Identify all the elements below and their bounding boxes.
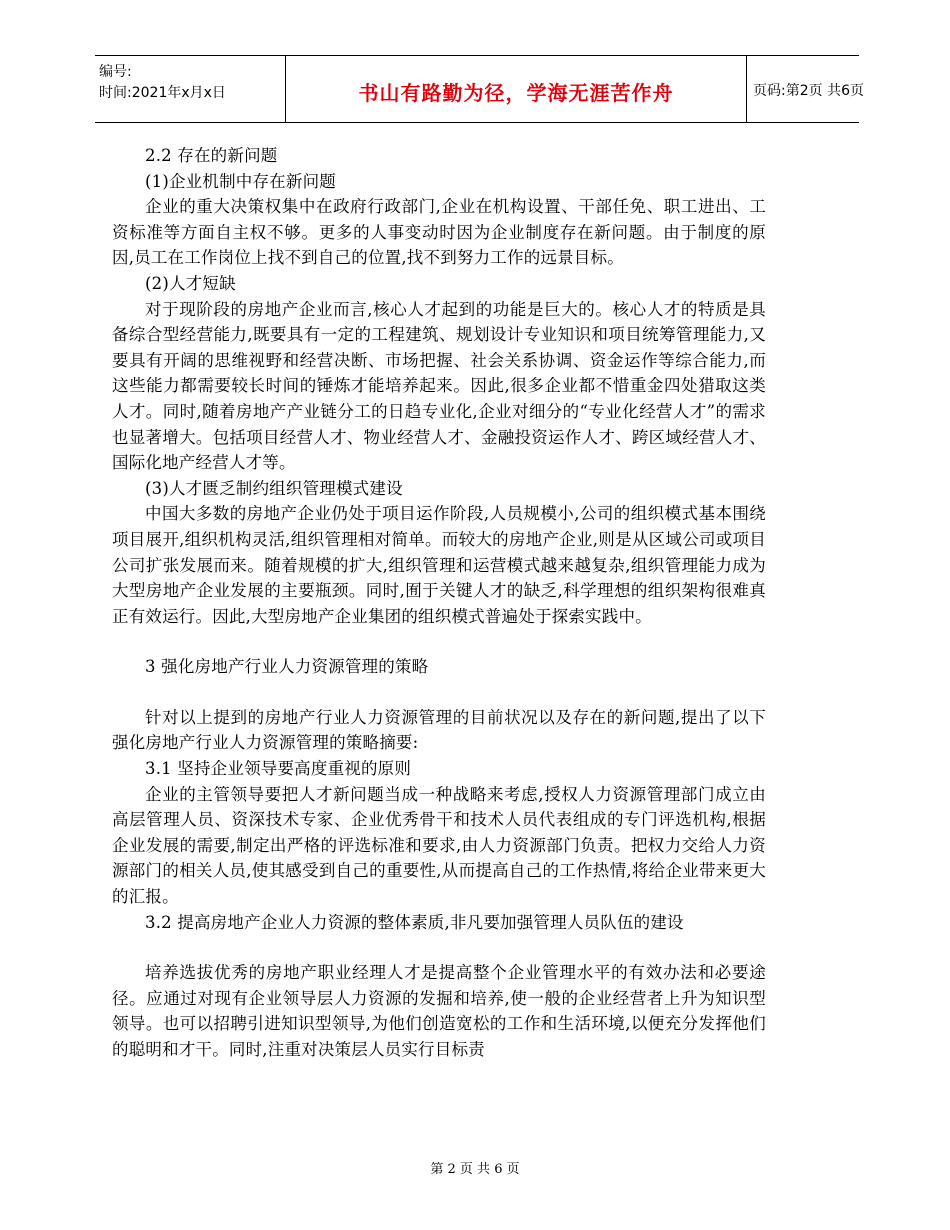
- body-paragraph: 中国大多数的房地产企业仍处于项目运作阶段,人员规模小,公司的组织模式基本围绕项目展开,组织机构灵活,组织管理相对简单。而较大的房地产企业,则是从区域公司或项目公司扩张发展而来。随着规模的扩大,组织管理和运营模式越来越复杂,组织管理能力成为大型房地产企业发展的主要瓶颈。同时,囿于关键人才的缺乏,科学理想的组织架构很难真正有效运行。因此,大型房地产企业集团的组织模式普遍处于探索实践中。: [112, 504, 766, 626]
- header-page-cell: [745, 56, 864, 122]
- document-number-label: 编号:: [99, 64, 132, 80]
- section-heading: (2)人才短缺: [145, 273, 236, 293]
- header-page-info: 页码:第2页 共6页: [753, 83, 864, 99]
- body-paragraph: 培养选拔优秀的房地产职业经理人才是提高整个企业管理水平的有效办法和必要途径。应通过对现有企业领导层人力资源的发掘和培养,使一般的企业经营者上升为知识型领导。也可以招聘引进知识型领导,为他们创造宽松的工作和生活环境,以便充分发挥他们的聪明和才干。同时,注重对决策层人员实行目标责: [112, 963, 766, 1059]
- paragraph-gap: [112, 629, 766, 654]
- body-paragraph: 针对以上提到的房地产行业人力资源管理的目前状况以及存在的新问题,提出了以下强化房地产行业人力资源管理的策略摘要:: [112, 707, 766, 753]
- section-heading: (3)人才匮乏制约组织管理模式建设: [145, 478, 403, 498]
- header-motto: 书山有路勤为径，学海无涯苦作舟: [358, 81, 674, 105]
- page-footer: 第 2 页 共 6 页: [430, 1162, 520, 1177]
- paragraph-gap: [112, 680, 766, 705]
- body-paragraph: 企业的重大决策权集中在政府行政部门,企业在机构设置、干部任免、职工进出、工资标准等方面自主权不够。更多的人事变动时因为企业制度存在新问题。由于制度的原因,员工在工作岗位上找不到自己的位置,找不到努力工作的远景目标。: [112, 197, 766, 268]
- paragraph-gap: [112, 935, 766, 960]
- header-meta: [95, 56, 285, 122]
- section-heading: 3 强化房地产行业人力资源管理的策略: [145, 657, 429, 677]
- document-body: [112, 143, 766, 1063]
- body-paragraph: 企业的主管领导要把人才新问题当成一种战略来考虑,授权人力资源管理部门成立由高层管理人员、资深技术专家、企业优秀骨干和技术人员代表组成的专门评选机构,根据企业发展的需要,制定出严格的评选标准和要求,由人力资源部门负责。把权力交给人力资源部门的相关人员,使其感受到自己的重要性,从而提高自己的工作热情,将给企业带来更大的汇报。: [112, 784, 766, 907]
- document-time-label: 时间:2021年x月x日: [99, 85, 226, 101]
- page-header: [95, 55, 864, 123]
- section-heading: 3.1 坚持企业领导要高度重视的原则: [145, 759, 412, 779]
- section-heading: (1)企业机制中存在新问题: [145, 171, 336, 191]
- section-heading: 3.2 提高房地产企业人力资源的整体素质,非凡要加强管理人员队伍的建设: [145, 912, 684, 932]
- section-heading: 2.2 存在的新问题: [145, 146, 278, 165]
- header-motto-cell: [285, 56, 747, 122]
- body-paragraph: 对于现阶段的房地产企业而言,核心人才起到的功能是巨大的。核心人才的特质是具备综合型经营能力,既要具有一定的工程建筑、规划设计专业知识和项目统筹管理能力,又要具有开阔的思维视野和经营决断、市场把握、社会关系协调、资金运作等综合能力,而这些能力都需要较长时间的锤炼才能培养起来。因此,很多企业都不惜重金四处猎取这类人才。同时,随着房地产产业链分工的日趋专业化,企业对细分的“专业化经营人才”的需求也显著增大。包括项目经营人才、物业经营人才、金融投资运作人才、跨区域经营人才、国际化地产经营人才等。: [112, 299, 766, 473]
